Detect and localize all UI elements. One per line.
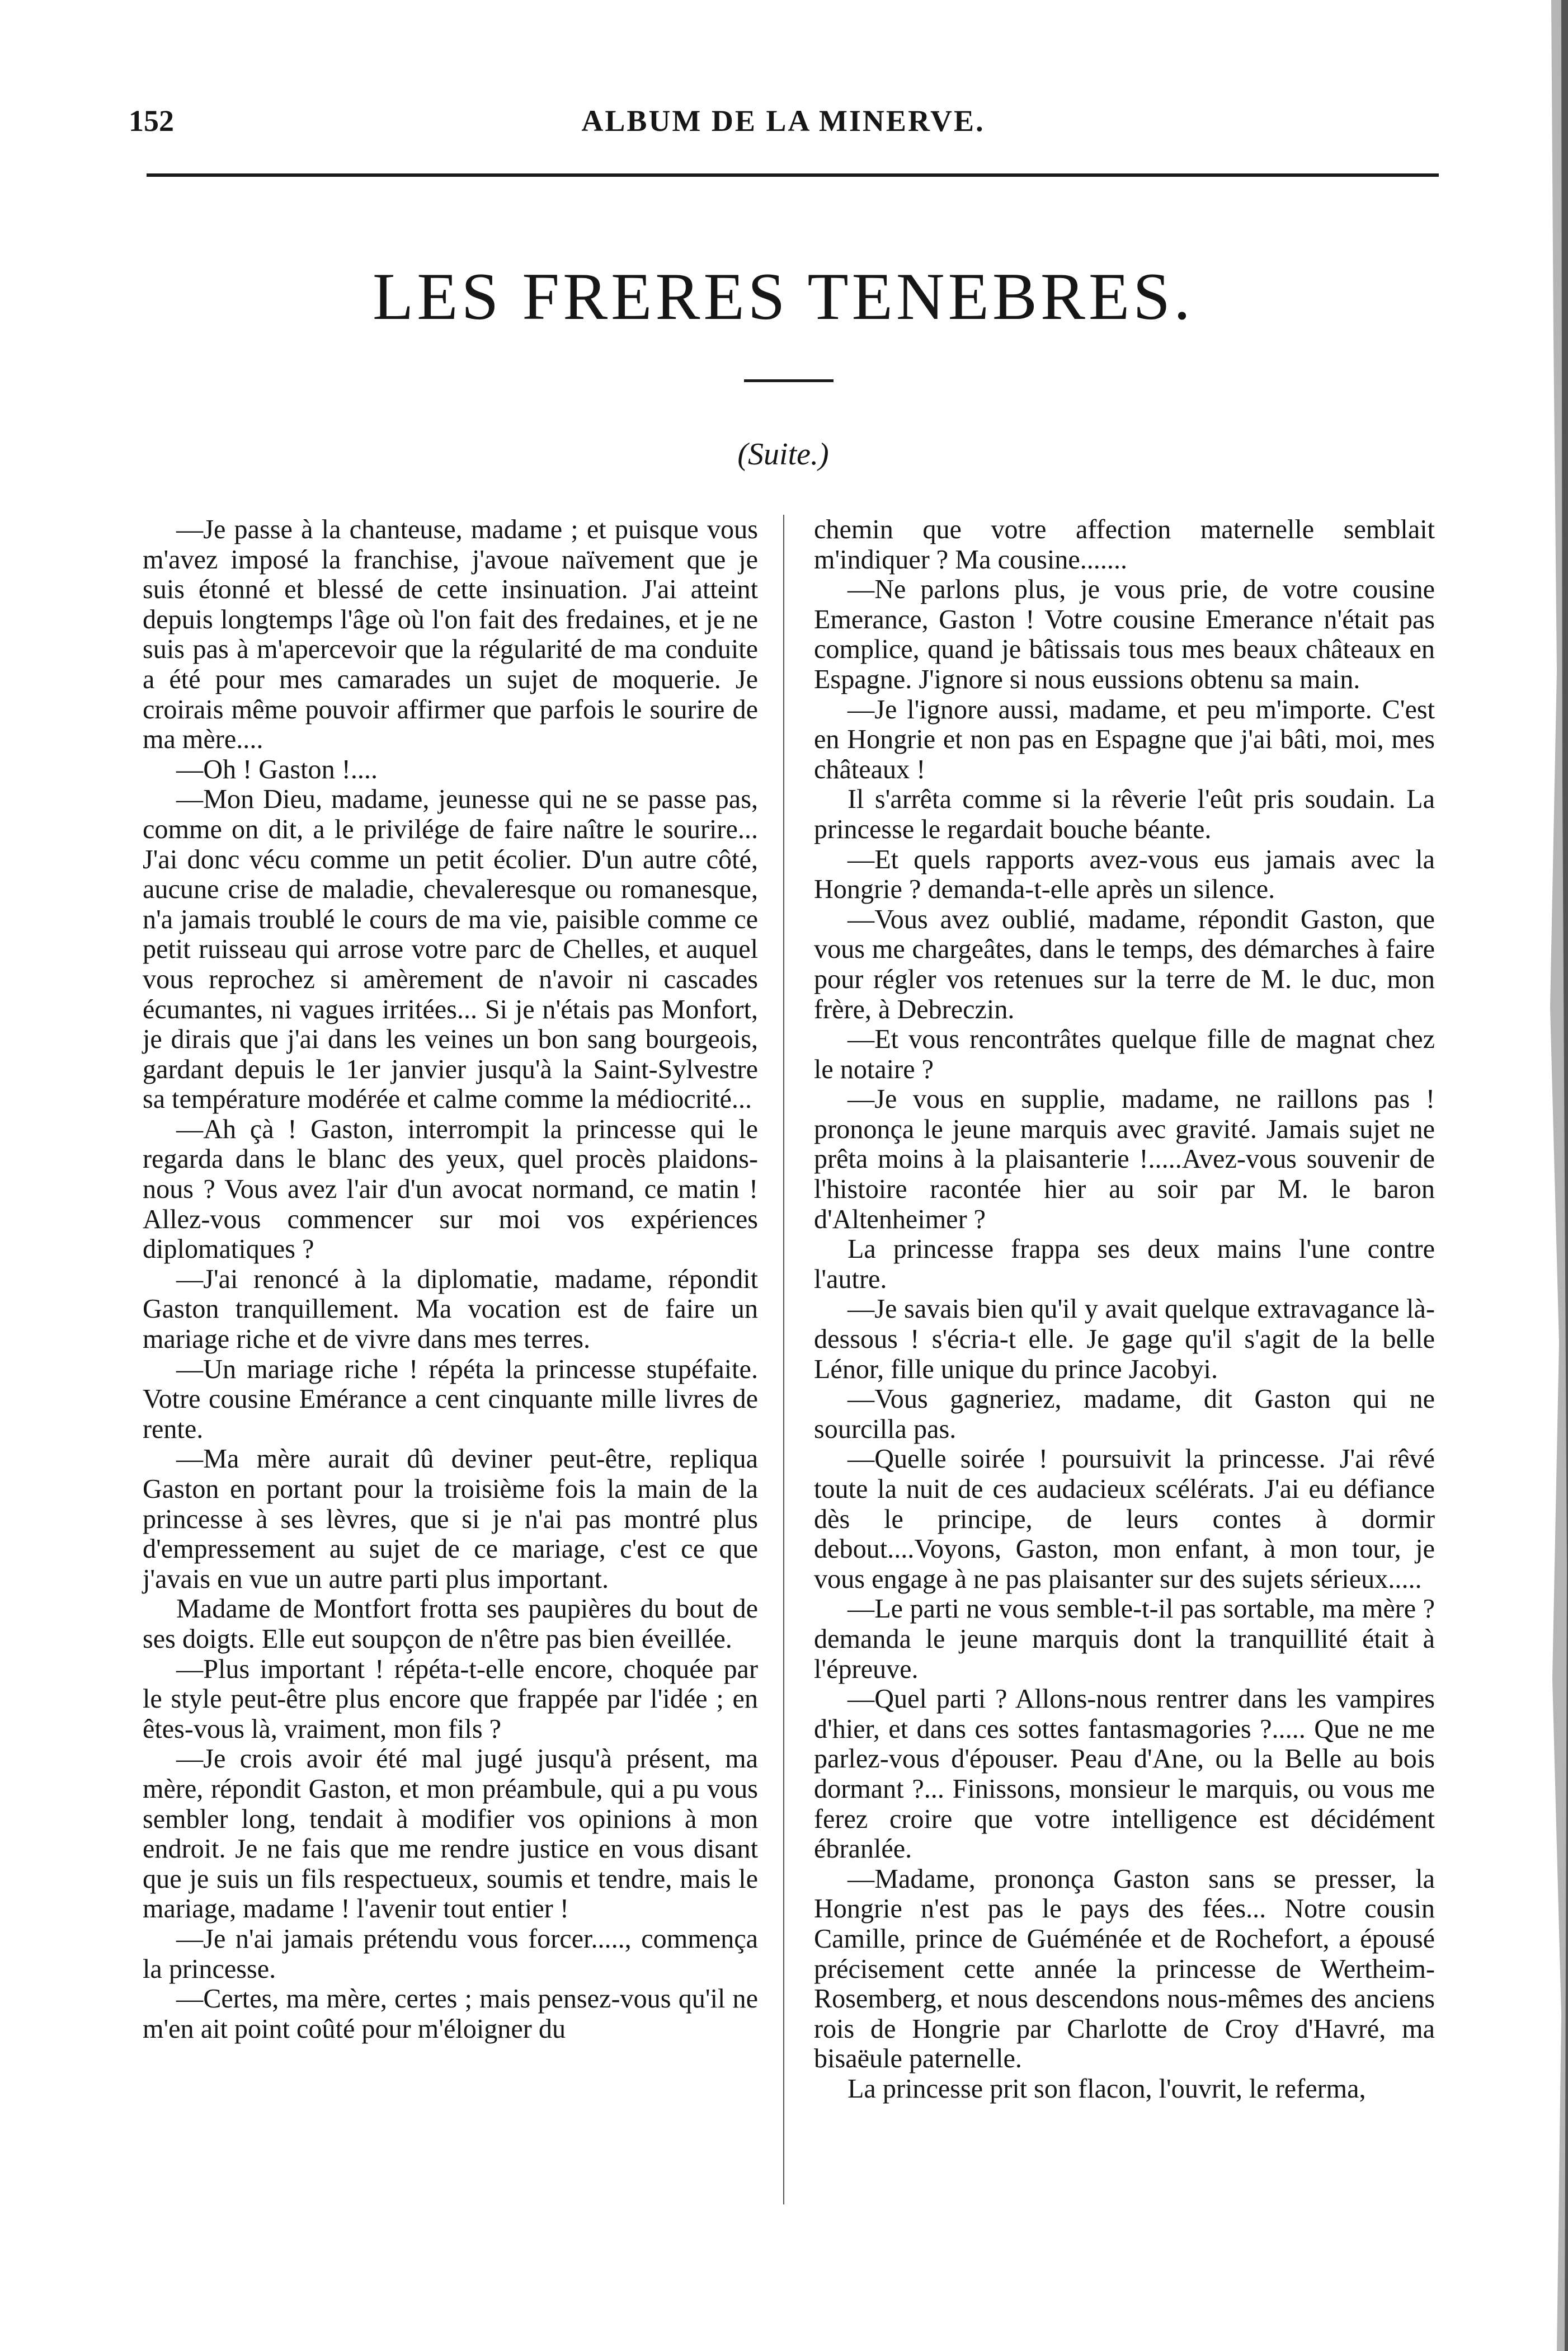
paragraph: —Quel parti ? Allons-nous rentrer dans les vampires d'hier, et dans ces sottes fantasmagories ?..... Que ne me parlez-vous d'épouser. Peau d'Ane, ou la Belle au bois dormant ?... Finissons, monsieur le marquis, ou vous me ferez croire que votre intelligence est décidément ébranlée. [814, 1684, 1435, 1864]
paragraph: —Vous gagneriez, madame, dit Gaston qui ne sourcilla pas. [814, 1384, 1435, 1444]
paragraph: Madame de Montfort frotta ses paupières du bout de ses doigts. Elle eut soupçon de n'être pas bien éveillée. [143, 1594, 758, 1654]
paragraph: —Mon Dieu, madame, jeunesse qui ne se passe pas, comme on dit, a le privilége de faire naître le sourire... J'ai donc vécu comme un petit écolier. D'un autre côté, aucune crise de maladie, chevaleresque ou romanesque, n'a jamais troublé le cours de ma vie, paisible comme ce petit ruisseau qui arrose votre parc de Chelles, et auquel vous reprochez si amèrement de n'avoir ni cascades écumantes, ni vagues irritées... Si je n'étais pas Monfort, je dirais que j'ai dans les veines un bon sang bourgeois, gardant depuis le 1er janvier jusqu'à la Saint-Sylvestre sa température modérée et calme comme la médiocrité... [143, 784, 758, 1115]
paragraph: —Quelle soirée ! poursuivit la princesse. J'ai rêvé toute la nuit de ces audacieux scélérats. J'ai eu défiance dès le principe, de leurs contes à dormir debout....Voyons, Gaston, mon enfant, à mon tour, je vous engage à ne pas plaisanter sur des sujets sérieux..... [814, 1444, 1435, 1594]
paragraph: —Je passe à la chanteuse, madame ; et puisque vous m'avez imposé la franchise, j'avoue naïvement que je suis étonné et blessé de cette insinuation. J'ai atteint depuis longtemps l'âge où l'on fait des fredaines, et je ne suis pas à m'apercevoir que la régularité de ma conduite a été pour mes camarades un sujet de moquerie. Je croirais même pouvoir affirmer que parfois le sourire de ma mère.... [143, 515, 758, 755]
column-divider [783, 515, 784, 2204]
running-title: ALBUM DE LA MINERVE. [581, 104, 985, 138]
article-subtitle: (Suite.) [737, 437, 829, 472]
article-title: LES FRERES TENEBRES. [372, 259, 1194, 333]
paragraph: —Et quels rapports avez-vous eus jamais avec la Hongrie ? demanda-t-elle après un silence. [814, 844, 1435, 905]
paragraph: chemin que votre affection maternelle semblait m'indiquer ? Ma cousine....... [814, 515, 1435, 575]
title-divider [744, 379, 834, 382]
paragraph: —Ma mère aurait dû deviner peut-être, repliqua Gaston en portant pour la troisième fois la main de la princesse à ses lèvres, que si je n'ai pas montré plus d'empressement au sujet de ce mariage, c'est ce que j'avais en vue un autre parti plus important. [143, 1444, 758, 1594]
paragraph: La princesse frappa ses deux mains l'une contre l'autre. [814, 1234, 1435, 1294]
page-header [129, 104, 1438, 148]
paragraph: —Je vous en supplie, madame, ne raillons pas ! prononça le jeune marquis avec gravité. Jamais sujet ne prêta moins à la plaisanterie !.....Avez-vous souvenir de l'histoire racontée hier au soir par M. le baron d'Altenheimer ? [814, 1084, 1435, 1234]
header-rule [147, 173, 1439, 177]
paragraph: —Je l'ignore aussi, madame, et peu m'importe. C'est en Hongrie et non pas en Espagne que j'ai bâti, moi, mes châteaux ! [814, 694, 1435, 784]
paragraph: —Je crois avoir été mal jugé jusqu'à présent, ma mère, répondit Gaston, et mon préambule, qui a pu vous sembler long, tendait à modifier vos opinions à mon endroit. Je ne fais que me rendre justice en vous disant que je suis un fils respectueux, soumis et tendre, mais le mariage, madame ! l'avenir tout entier ! [143, 1744, 758, 1924]
paragraph: —Ne parlons plus, je vous prie, de votre cousine Emerance, Gaston ! Votre cousine Emerance n'était pas complice, quand je bâtissais tous mes beaux châteaux en Espagne. J'ignore si nous eussions obtenu sa main. [814, 575, 1435, 694]
paragraph: —Ah çà ! Gaston, interrompit la princesse qui le regarda dans le blanc des yeux, quel procès plaidons-nous ? Vous avez l'air d'un avocat normand, ce matin ! Allez-vous commencer sur moi vos expériences diplomatiques ? [143, 1114, 758, 1264]
scan-edge-artifact [1518, 0, 1568, 2351]
paragraph: —Je savais bien qu'il y avait quelque extravagance là-dessous ! s'écria-t elle. Je gage qu'il s'agit de la belle Lénor, fille unique du prince Jacobyi. [814, 1294, 1435, 1384]
paragraph: La princesse prit son flacon, l'ouvrit, le referma, [847, 2073, 1366, 2104]
paragraph: —Le parti ne vous semble-t-il pas sortable, ma mère ? demanda le jeune marquis dont la tranquillité était à l'épreuve. [814, 1594, 1435, 1684]
paragraph: Il s'arrêta comme si la rêverie l'eût pris soudain. La princesse le regardait bouche béante. [814, 784, 1435, 844]
page-number: 152 [129, 104, 174, 138]
paragraph: —Et vous rencontrâtes quelque fille de magnat chez le notaire ? [814, 1024, 1435, 1084]
paragraph: —Vous avez oublié, madame, répondit Gaston, que vous me chargeâtes, dans le temps, des démarches à faire pour régler vos retenues sur la terre de M. le duc, mon frère, à Debreczin. [814, 904, 1435, 1024]
paragraph: —J'ai renoncé à la diplomatie, madame, répondit Gaston tranquillement. Ma vocation est de faire un mariage riche et de vivre dans mes terres. [143, 1264, 758, 1355]
paragraph: —Madame, prononça Gaston sans se presser, la Hongrie n'est pas le pays des fées... Notre cousin Camille, prince de Guéménée et de Rochefort, a épousé précisement cette année la princesse de Wertheim-Rosemberg, et nous descendons nous-mêmes des anciens rois de Hongrie par Charlotte de Croy d'Havré, ma bisaëule paternelle. [814, 1864, 1435, 2074]
paragraph: —Certes, ma mère, certes ; mais pensez-vous qu'il ne m'en ait point coûté pour m'éloigner du [143, 1984, 758, 2044]
right-text-column [814, 515, 1435, 2104]
paragraph: —Un mariage riche ! répéta la princesse stupéfaite. Votre cousine Emérance a cent cinquante mille livres de rente. [143, 1354, 758, 1444]
left-text-column [143, 515, 758, 2044]
paragraph: —Je n'ai jamais prétendu vous forcer....., commença la princesse. [143, 1924, 758, 1984]
paragraph: —Plus important ! répéta-t-elle encore, choquée par le style peut-être plus encore que frappée par l'idée ; en êtes-vous là, vraiment, mon fils ? [143, 1654, 758, 1744]
paragraph: —Oh ! Gaston !.... [176, 754, 378, 784]
